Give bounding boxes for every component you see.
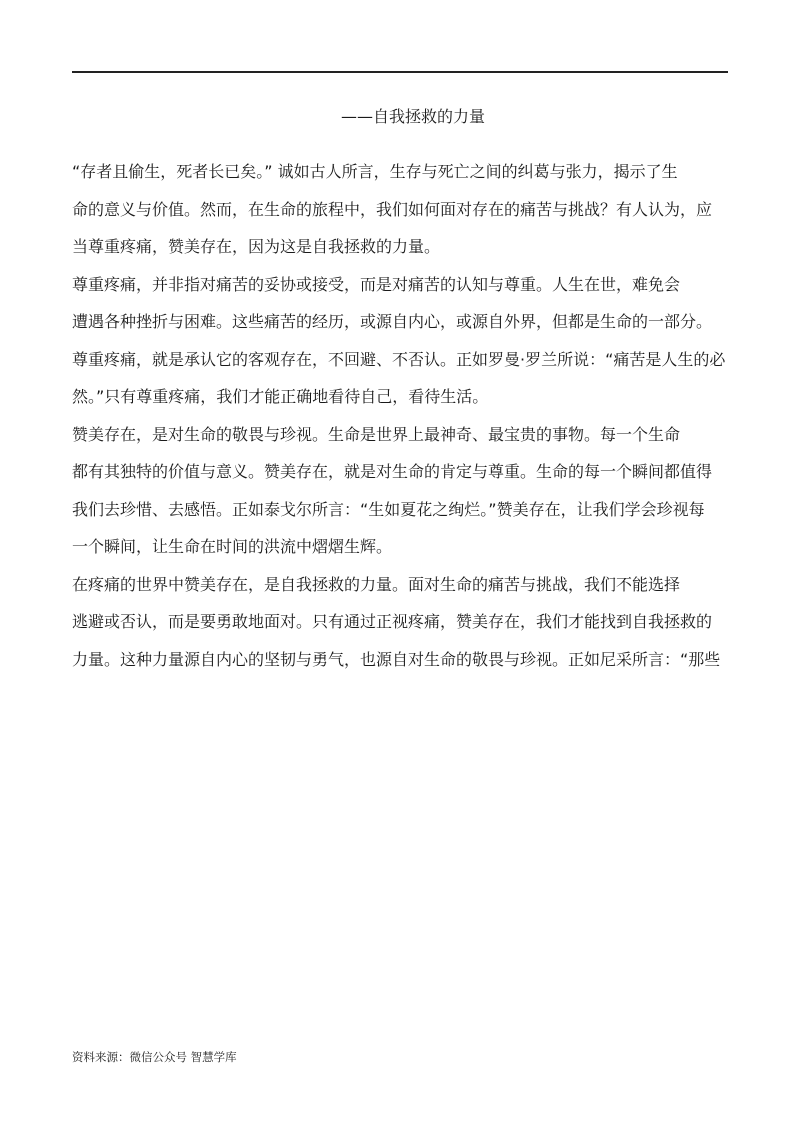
top-horizontal-rule (72, 71, 728, 73)
paragraph-line: 都有其独特的价值与意义。赞美存在，就是对生命的肯定与尊重。生命的每一个瞬间都值得 (72, 462, 713, 481)
paragraph-line: 我们去珍惜、去感悟。正如泰戈尔所言：“生如夏花之绚烂。”赞美存在，让我们学会珍视每 (72, 499, 705, 519)
paragraph-line: 力量。这种力量源自内心的坚韧与勇气，也源自对生命的敬畏与珍视。正如尼采所言：“那些 (72, 649, 721, 669)
paragraph-line: 一个瞬间，让生命在时间的洪流中熠熠生辉。 (72, 537, 393, 556)
paragraph-line: 赞美存在，是对生命的敬畏与珍视。生命是世界上最神奇、最宝贵的事物。每一个生命 (72, 424, 681, 444)
paragraph-1 (72, 153, 728, 266)
paragraph-line: 当尊重疼痛，赞美存在，因为这是自我拯救的力量。 (72, 237, 441, 256)
paragraph-3 (72, 416, 728, 566)
source-footer: 资料来源：微信公众号 智慧学库 (72, 1050, 237, 1064)
paragraph-line: 然。”只有尊重疼痛，我们才能正确地看待自己，看待生活。 (72, 387, 489, 406)
essay-subtitle: ——自我拯救的力量 (341, 107, 486, 126)
paragraph-line: 逃避或否认，而是要勇敢地面对。只有通过正视疼痛，赞美存在，我们才能找到自我拯救的 (72, 612, 713, 631)
paragraph-line: 在疼痛的世界中赞美存在，是自我拯救的力量。面对生命的痛苦与挑战，我们不能选择 (72, 574, 681, 594)
paragraph-line: “存者且偷生，死者长已矣。” 诚如古人所言，生存与死亡之间的纠葛与张力，揭示了生 (72, 162, 678, 181)
paragraph-line: 命的意义与价值。然而，在生命的旅程中，我们如何面对存在的痛苦与挑战？有人认为，应 (72, 199, 713, 219)
paragraph-2 (72, 266, 728, 416)
essay-body (72, 153, 728, 678)
paragraph-4 (72, 566, 728, 679)
paragraph-line: 遭遇各种挫折与困难。这些痛苦的经历，或源自内心，或源自外界，但都是生命的一部分。 (72, 312, 713, 331)
paragraph-line: 尊重疼痛，就是承认它的客观存在，不回避、不否认。正如罗曼·罗兰所说：“痛苦是人生的必 (72, 349, 726, 369)
paragraph-line: 尊重疼痛，并非指对痛苦的妥协或接受，而是对痛苦的认知与尊重。人生在世，难免会 (72, 274, 681, 294)
